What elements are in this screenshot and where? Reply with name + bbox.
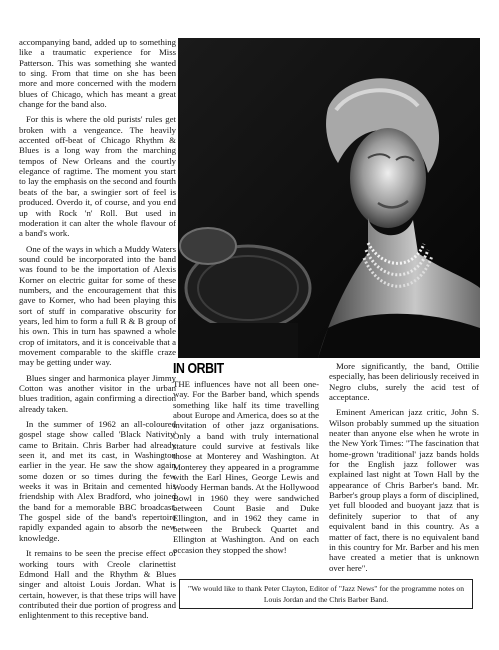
- paragraph: For this is where the old purists' rules get broken with a vengeance. The heavily accented off-beat of Chicago Rhythm & Blues is a long way from the marching tempos of New Orleans and the courtly elegance of ragtime. The moment you start to lay the emphasis on the second and fourth beats of the bar, a swingier sort of feel is produced. Overdo it, of course, and you end up with Rock 'n' Roll. But used in moderation it can alter the whole flavour of a band's work.: [19, 114, 176, 239]
- paragraph: THE influences have not all been one-way. For the Barber band, which spends something like half its time travelling about Europe and America, does so at the invitation of other jazz organisations. Only a band with truly international stature could survive at festivals like those at Monterey and Washington. At Monterey they appeared in a programme with the Earl Hines, George Lewis and Woody Herman bands. At the Hollywood Bowl in 1960 they were sandwiched between Count Basie and Duke Ellington, and in 1962 they came in between the Brubeck Quartet and Ellington at Washington. And on each occasion they stopped the show!: [173, 379, 319, 555]
- acknowledgement-text: "We would like to thank Peter Clayton, Editor of "Jazz News" for the programme notes on Louis Jordan and the Chris Barber Band.: [188, 584, 464, 604]
- paragraph: In the summer of 1962 an all-coloured gospel stage show called 'Black Nativity' came to Britain. Chris Barber had already seen it, and met its cast, in Washington earlier in the year. He saw the show again some dozen or so times during the few weeks it was in Britain and cemented his friendship with Alex Bradford, who joined the band for a memorable BBC broadcast. The gospel side of the band's repertoire rapidly expanded again to absorb the new knowledge.: [19, 419, 176, 543]
- paragraph: One of the ways in which a Muddy Waters sound could be incorporated into the band was found to be the importation of Alexis Korner on electric guitar for some of these numbers, and the encouragement that this gave to Korner, who had been playing this sort of stuff in comparative obscurity for years, led him to form a full R & B group of his own. This in turn has spawned a whole crop of imitators, and it is conceivable that a movement comparable to the skiffle craze may be getting under way.: [19, 243, 176, 368]
- paragraph: Eminent American jazz critic, John S. Wilson probably summed up the situation neater than anyone else when he wrote in the New York Times: "The fascination that home-grown 'traditional' jazz bands holds for the English jazz follower was explained last night at Town Hall by the appearance of Chris Barber's band. Mr. Barber's group plays a form of disciplined, yet full blooded and buoyant jazz that is definitely superior to that of any equivalent band in this country. As a matter of fact, there is no equivalent band in this country for Mr. Barber and his men have created a metier that is unknown over here".: [329, 407, 479, 573]
- left-text-column: [19, 37, 176, 621]
- paragraph: Blues singer and harmonica player Jimmy Cotton was another visitor in the urban blues tradition, again confirming a direction already taken.: [19, 372, 176, 414]
- paragraph: accompanying band, added up to something like a traumatic experience for Miss Patterson. This was something she wanted to sing. From that time on she has been more and more concerned with the modern blues of Chicago, which has meant a great change for the band also.: [19, 37, 176, 110]
- middle-text-column: [173, 379, 319, 555]
- right-text-column: [329, 361, 479, 573]
- acknowledgement-box: [179, 579, 473, 609]
- singer-photograph: [178, 38, 480, 358]
- section-heading: IN ORBIT: [173, 360, 224, 377]
- paragraph: It remains to be seen the precise effect of working tours with Creole clarinettist Edmond Hall and the Rhythm & Blues singer and altoist Louis Jordan. What is certain, however, is that these trips will have contributed their due portion of progress and enlightenment to this receptive band.: [19, 548, 176, 621]
- paragraph: More significantly, the band, Ottilie especially, has been deliriously received in Negro clubs, surely the acid test of acceptance.: [329, 361, 479, 403]
